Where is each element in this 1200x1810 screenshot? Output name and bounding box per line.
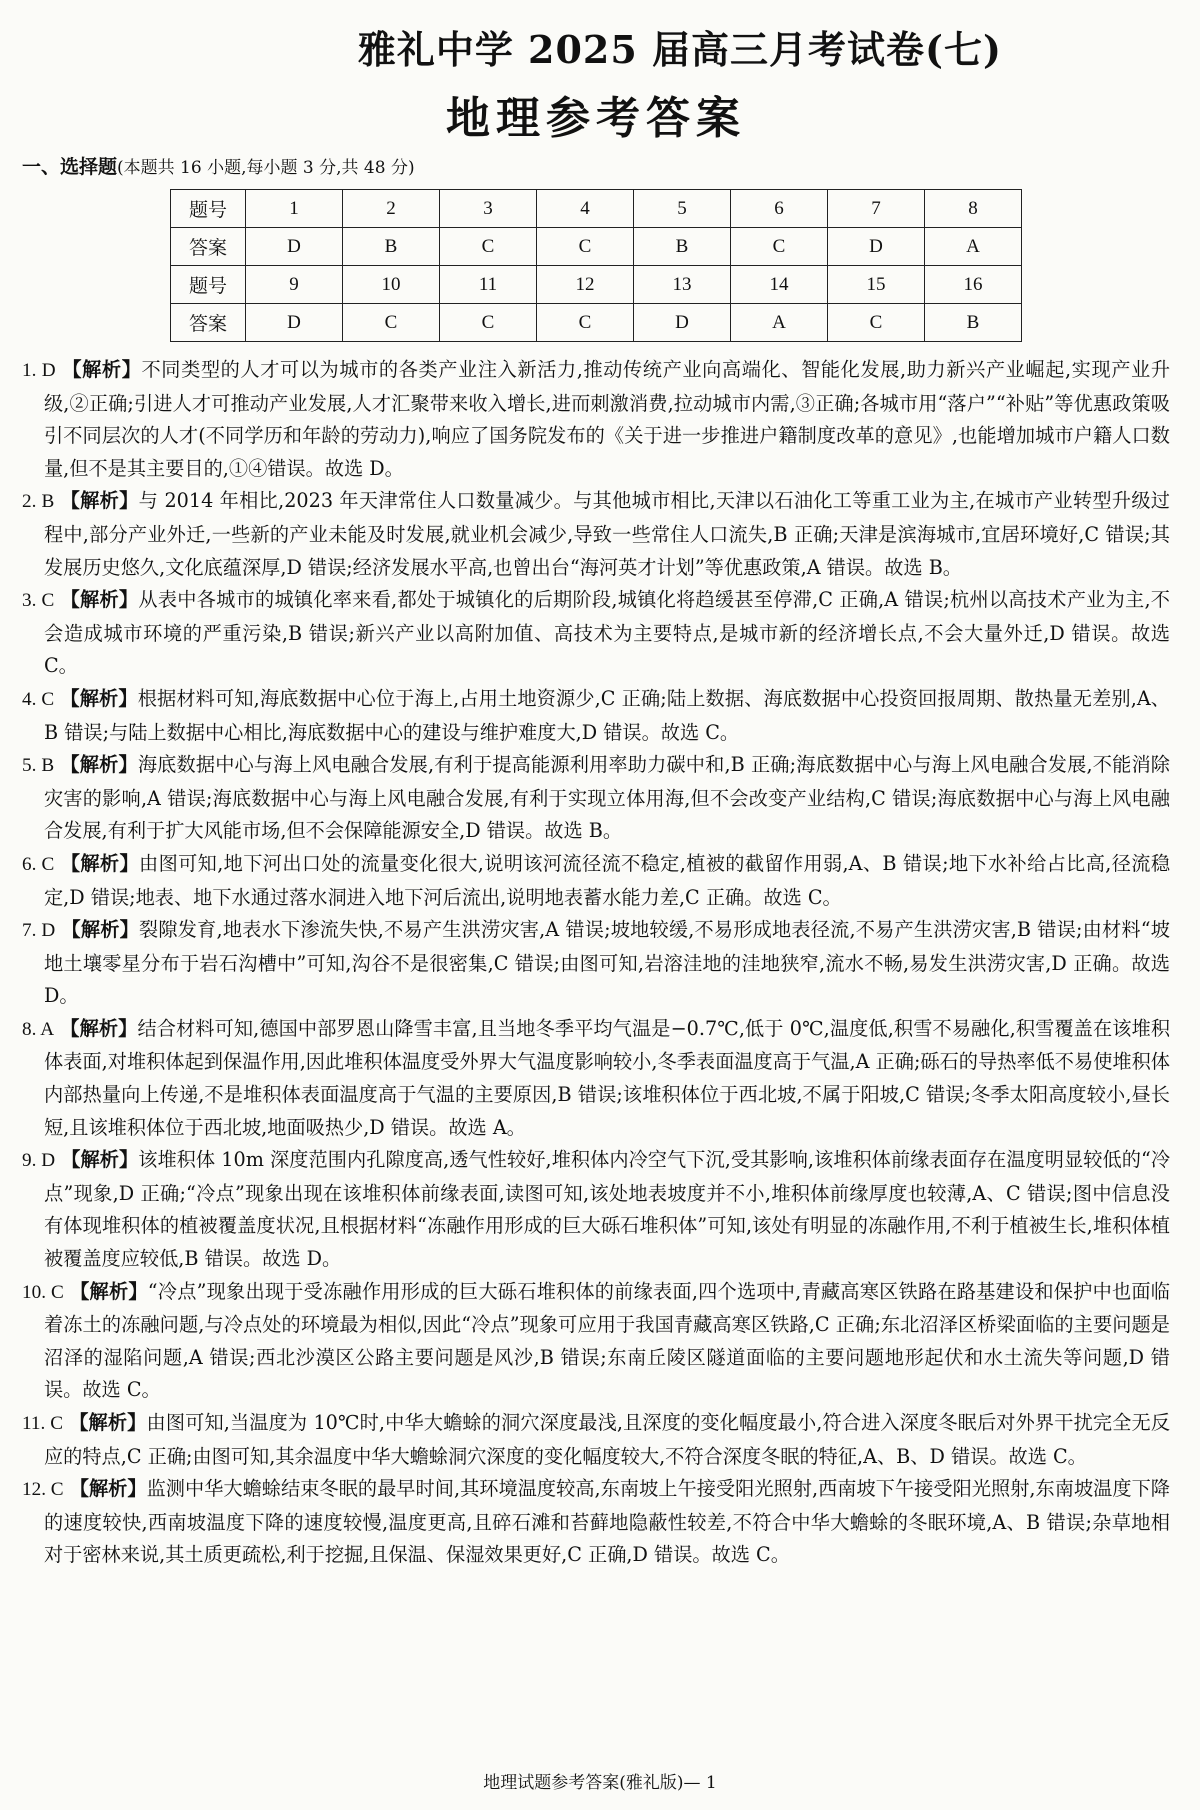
item-text: 由图可知,地下河出口处的流量变化很大,说明该河流径流不稳定,植被的截留作用弱,A、B 错误;地下水补给占比高,径流稳定,D 错误;地表、地下水通过落水洞进入地下河后流出,说明地表蓄水能力差,C 正确。故选 C。 bbox=[44, 851, 1171, 909]
item-answer: 8. A bbox=[22, 1018, 55, 1040]
analysis-tag: 【解析】 bbox=[69, 1411, 147, 1434]
item-text: 不同类型的人才可以为城市的各类产业注入新活力,推动传统产业向高端化、智能化发展,助力新兴产业崛起,实现产业升级,②正确;引进人才可推动产业发展,人才汇聚带来收入增长,进而刺激消费,拉动城市内需,③正确;各城市用“落户”“补贴”等优惠政策吸引不同层次的人才(不同学历和年龄的劳动力),响应了国务院发布的《关于进一步推进户籍制度改革的意见》,也能增加城市户籍人口数量,但不是其主要目的,①④错误。故选 D。 bbox=[44, 358, 1171, 480]
table-row bbox=[171, 304, 1022, 342]
answer-letter: D bbox=[634, 304, 731, 342]
page-footer: 地理试题参考答案(雅礼版)— 1 bbox=[483, 1773, 717, 1793]
analysis-tag: 【解析】 bbox=[61, 1148, 139, 1172]
analysis-tag: 【解析】 bbox=[60, 753, 138, 777]
item-text: 监测中华大蟾蜍结束冬眠的最早时间,其环境温度较高,东南坡上午接受阳光照射,西南坡下午接受阳光照射,东南坡温度下降的速度较快,西南坡温度下降的速度较慢,温度更高,且碎石滩和苔藓地隐蔽性较差,不符合中华大蟾蜍的冬眠环境,A、B 错误;杂草地相对于密林来说,其土质更疏松,利于挖掘,且保温、保湿效果更好,C 正确,D 错误。故选 C。 bbox=[44, 1477, 1170, 1567]
item-text: 该堆积体 10m 深度范围内孔隙度高,透气性较好,堆积体内冷空气下沉,受其影响,该堆积体前缘表面存在温度明显较低的“冷点”现象,D 正确;“冷点”现象出现在该堆积体前缘表面,读图可知,该处地表坡度并不小,堆积体前缘厚度也较薄,A、C 错误;图中信息没有体现堆积体的植被覆盖度状况,且根据材料“冻融作用形成的巨大砾石堆积体”可知,该处有明显的冻融作用,不利于植被生长,堆积体植被覆盖度应较低,B 错误。故选 D。 bbox=[44, 1148, 1171, 1271]
list-item bbox=[22, 1473, 1170, 1572]
subject-title: 地理参考答案 bbox=[446, 93, 746, 144]
answer-letter: C bbox=[537, 304, 634, 342]
section-note: (本题共 16 小题,每小题 3 分,共 48 分) bbox=[117, 158, 415, 178]
section-label: 一、选择题 bbox=[22, 156, 118, 178]
question-number: 5 bbox=[634, 190, 731, 228]
item-text: 海底数据中心与海上风电融合发展,有利于提高能源利用率助力碳中和,B 正确;海底数据中心与海上风电融合发展,不能消除灾害的影响,A 错误;海底数据中心与海上风电融合发展,有利于实现立体用海,但不会改变产业结构,C 错误;海底数据中心与海上风电融合发展,有利于扩大风能市场,但不会保障能源安全,D 错误。故选 B。 bbox=[44, 753, 1170, 843]
question-number: 9 bbox=[246, 266, 343, 304]
answer-letter: D bbox=[246, 228, 343, 266]
analysis-tag: 【解析】 bbox=[70, 1279, 148, 1303]
table-row bbox=[171, 190, 1022, 228]
question-number: 11 bbox=[440, 266, 537, 304]
analysis-tag: 【解析】 bbox=[61, 918, 140, 942]
item-text: 裂隙发育,地表水下渗流失快,不易产生洪涝灾害,A 错误;坡地较缓,不易形成地表径流,不易产生洪涝灾害,B 错误;由材料“坡地土壤零星分布于岩石沟槽中”可知,沟谷不是很密集,C 错误;由图可知,岩溶洼地的洼地狭窄,流水不畅,易发生洪涝灾害,D 正确。故选 D。 bbox=[44, 918, 1170, 1008]
list-item bbox=[22, 1407, 1170, 1473]
item-answer: 1. D bbox=[22, 360, 56, 381]
item-text: 由图可知,当温度为 10℃时,中华大蟾蜍的洞穴深度最浅,且深度的变化幅度最小,符合进入深度冬眠后对外界干扰完全无反应的特点,C 正确;由图可知,其余温度中华大蟾蜍洞穴深度的变化幅度较大,不符合深度冬眠的特征,A、B、D 错误。故选 C。 bbox=[44, 1411, 1171, 1468]
item-answer: 11. C bbox=[22, 1413, 63, 1434]
question-number: 2 bbox=[343, 190, 440, 228]
question-number: 12 bbox=[537, 266, 634, 304]
answer-letter: A bbox=[925, 228, 1022, 266]
analysis-tag: 【解析】 bbox=[60, 686, 138, 710]
answer-letter: B bbox=[634, 228, 731, 266]
question-number: 13 bbox=[634, 266, 731, 304]
section-heading bbox=[22, 154, 1170, 181]
item-text: “冷点”现象出现于受冻融作用形成的巨大砾石堆积体的前缘表面,四个选项中,青藏高寒区铁路在路基建设和保护中也面临着冻土的冻融问题,与冷点处的环境最为相似,因此“冷点”现象可应用于我国青藏高寒区铁路,C 正确;东北沼泽区桥梁面临的主要问题是沼泽的湿陷问题,A 错误;西北沙漠区公路主要问题是风沙,B 错误;东南丘陵区隧道面临的主要问题地形起伏和水土流失等问题,D 错误。故选 C。 bbox=[44, 1279, 1170, 1402]
item-answer: 2. B bbox=[22, 491, 55, 513]
question-number: 14 bbox=[731, 266, 828, 304]
question-number: 15 bbox=[828, 266, 925, 304]
row-label-answer: 答案 bbox=[171, 304, 246, 342]
answer-letter: C bbox=[343, 304, 440, 342]
analysis-list bbox=[22, 354, 1170, 1572]
question-number: 7 bbox=[828, 190, 925, 228]
list-item bbox=[22, 1276, 1170, 1407]
answer-letter: C bbox=[440, 228, 537, 266]
row-label-question: 题号 bbox=[171, 190, 246, 228]
analysis-tag: 【解析】 bbox=[60, 1016, 138, 1040]
answer-letter: B bbox=[343, 228, 440, 266]
analysis-tag: 【解析】 bbox=[69, 1477, 147, 1501]
item-answer: 5. B bbox=[22, 755, 55, 777]
question-number: 1 bbox=[246, 190, 343, 228]
list-item bbox=[22, 1144, 1170, 1275]
list-item bbox=[22, 683, 1170, 749]
answer-letter: A bbox=[731, 304, 828, 342]
item-answer: 7. D bbox=[22, 920, 56, 942]
table-row bbox=[171, 228, 1022, 266]
item-answer: 3. C bbox=[22, 590, 55, 612]
analysis-tag: 【解析】 bbox=[60, 588, 139, 612]
row-label-answer: 答案 bbox=[171, 228, 246, 266]
answer-letter: B bbox=[925, 304, 1022, 342]
item-text: 与 2014 年相比,2023 年天津常住人口数量减少。与其他城市相比,天津以石油化工等重工业为主,在城市产业转型升级过程中,部分产业外迁,一些新的产业未能及时发展,就业机会减少,导致一些常住人口流失,B 正确;天津是滨海城市,宜居环境好,C 错误;其发展历史悠久,文化底蕴深厚,D 错误;经济发展水平高,也曾出台“海河英才计划”等优惠政策,A 错误。故选 B。 bbox=[44, 489, 1170, 579]
question-number: 16 bbox=[925, 266, 1022, 304]
answer-letter: D bbox=[828, 228, 925, 266]
analysis-tag: 【解析】 bbox=[60, 851, 140, 875]
list-item bbox=[22, 1013, 1170, 1144]
table-row bbox=[171, 266, 1022, 304]
item-answer: 12. C bbox=[22, 1479, 64, 1501]
question-number: 8 bbox=[925, 190, 1022, 228]
list-item bbox=[22, 848, 1170, 914]
item-text: 结合材料可知,德国中部罗恩山降雪丰富,且当地冬季平均气温是−0.7℃,低于 0℃,温度低,积雪不易融化,积雪覆盖在该堆积体表面,对堆积体起到保温作用,因此堆积体温度受外界大气温度影响较小,冬季表面温度高于气温,A 正确;砾石的导热率低不易使堆积体内部热量向上传递,不是堆积体表面温度高于气温的主要原因,B 错误;该堆积体位于西北坡,不属于阳坡,C 错误;冬季太阳高度较小,昼长短,且该堆积体位于西北坡,地面吸热少,D 错误。故选 A。 bbox=[44, 1016, 1171, 1139]
item-answer: 4. C bbox=[22, 688, 55, 710]
answer-letter: C bbox=[440, 304, 537, 342]
answer-letter: D bbox=[246, 304, 343, 342]
item-answer: 10. C bbox=[22, 1281, 64, 1303]
answer-letter: C bbox=[828, 304, 925, 342]
list-item bbox=[22, 749, 1170, 848]
item-answer: 9. D bbox=[22, 1150, 56, 1172]
question-number: 6 bbox=[731, 190, 828, 228]
analysis-tag: 【解析】 bbox=[60, 489, 139, 513]
question-number: 4 bbox=[537, 190, 634, 228]
list-item bbox=[22, 485, 1170, 584]
row-label-question: 题号 bbox=[171, 266, 246, 304]
answer-letter: C bbox=[731, 228, 828, 266]
analysis-tag: 【解析】 bbox=[62, 358, 142, 381]
school-title: 雅礼中学 2025 届高三月考试卷(七) bbox=[357, 27, 1002, 72]
item-text: 从表中各城市的城镇化率来看,都处于城镇化的后期阶段,城镇化将趋缓甚至停滞,C 正确,A 错误;杭州以高技术产业为主,不会造成城市环境的严重污染,B 错误;新兴产业以高附加值、高技术为主要特点,是城市新的经济增长点,不会大量外迁,D 错误。故选 C。 bbox=[44, 588, 1170, 678]
list-item bbox=[22, 354, 1170, 485]
answer-table bbox=[170, 189, 1022, 342]
list-item bbox=[22, 584, 1170, 683]
answer-letter: C bbox=[537, 228, 634, 266]
list-item bbox=[22, 914, 1170, 1013]
question-number: 10 bbox=[343, 266, 440, 304]
item-text: 根据材料可知,海底数据中心位于海上,占用土地资源少,C 正确;陆上数据、海底数据中心投资回报周期、散热量无差别,A、B 错误;与陆上数据中心相比,海底数据中心的建设与维护难度大,D 错误。故选 C。 bbox=[44, 686, 1170, 744]
question-number: 3 bbox=[440, 190, 537, 228]
item-answer: 6. C bbox=[22, 853, 55, 875]
